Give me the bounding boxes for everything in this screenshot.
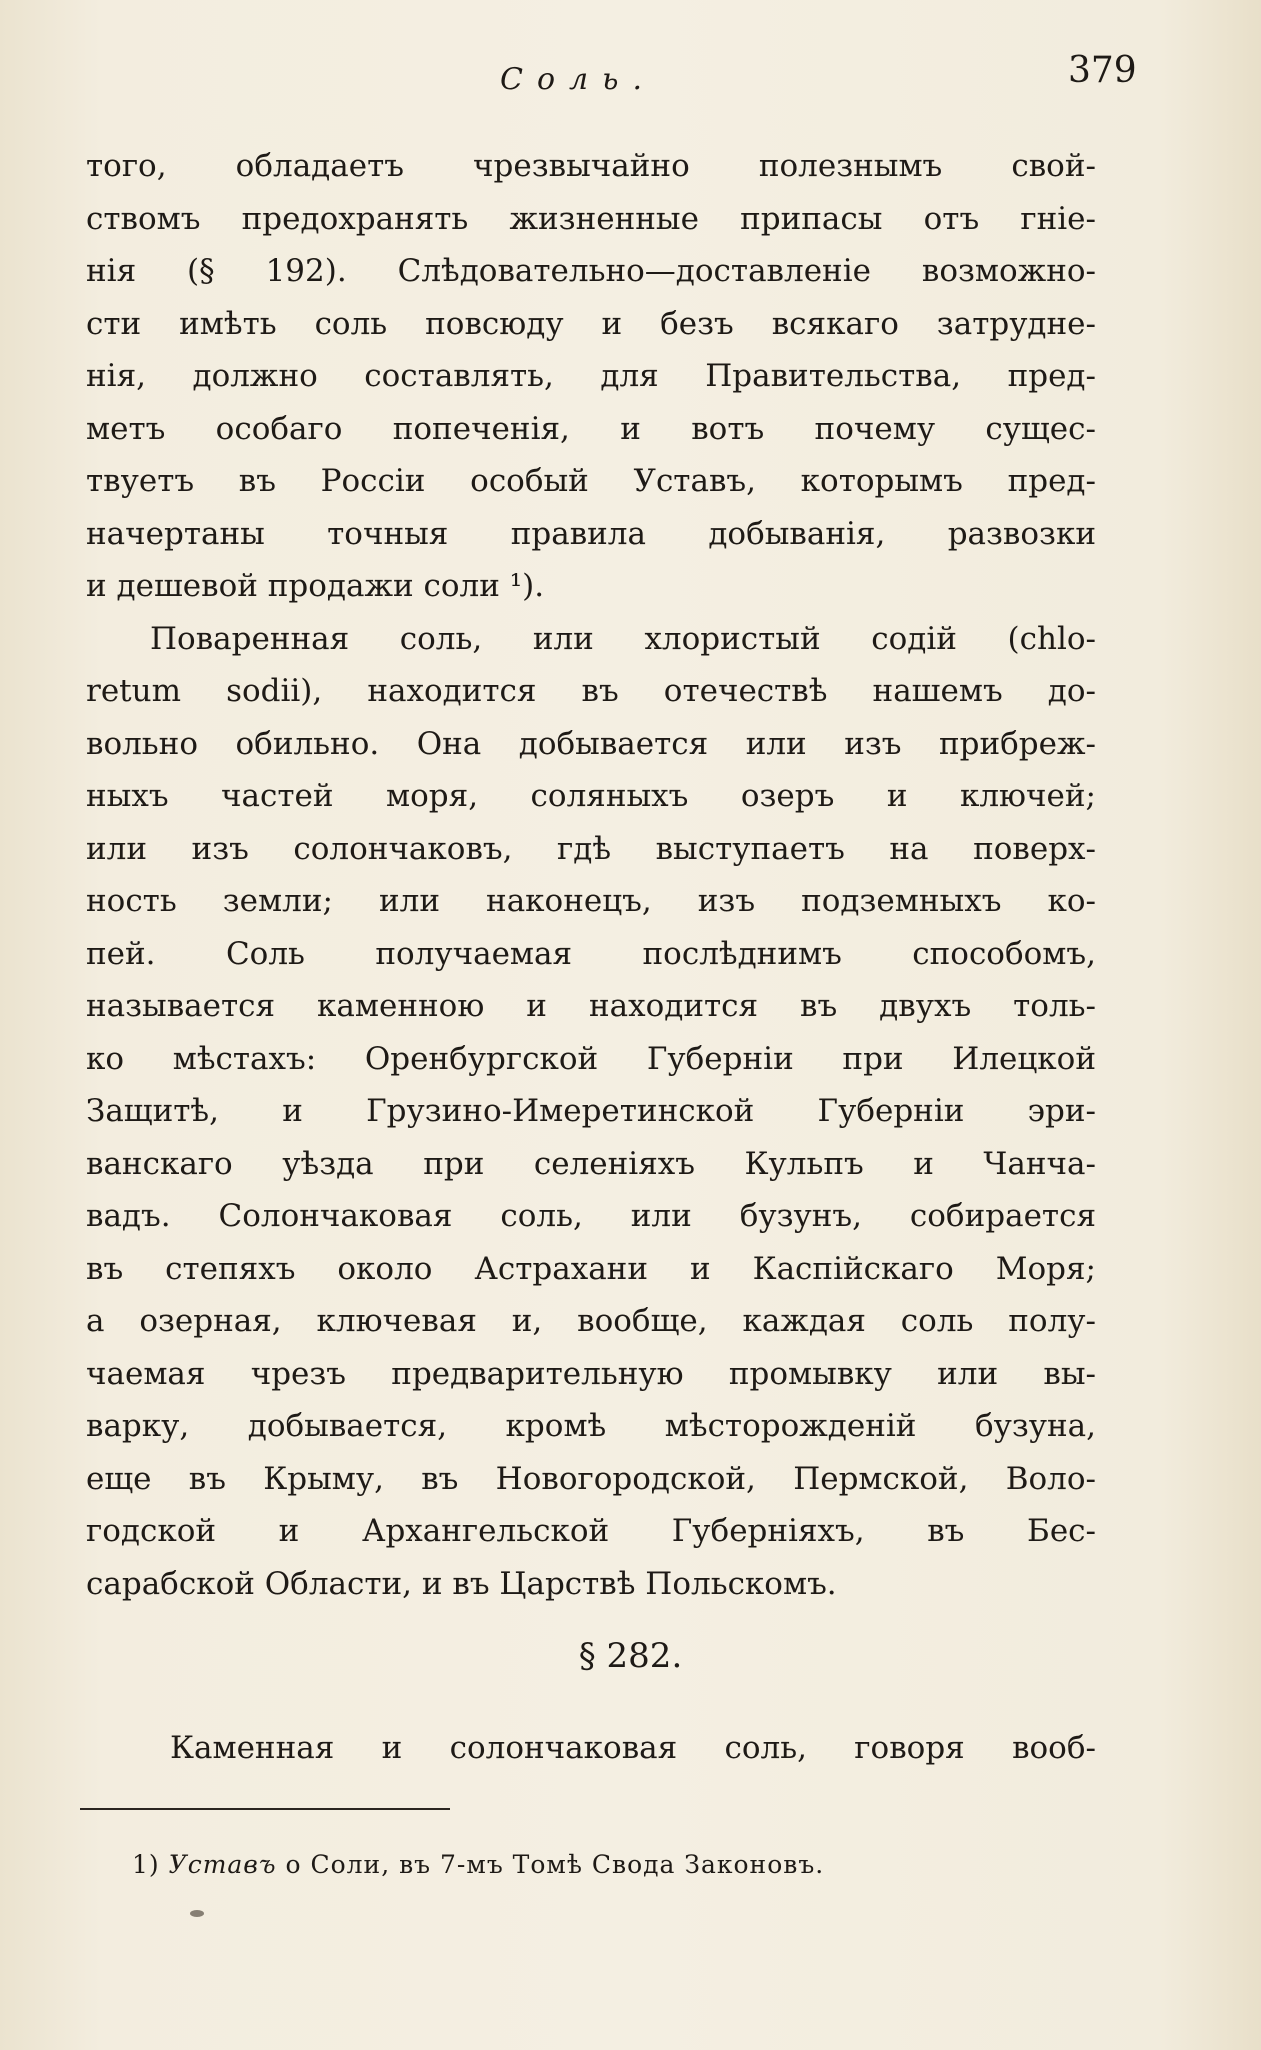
text-line: Защитѣ, и Грузино-Имеретинской Губерніи эри- <box>86 1093 1096 1129</box>
text-line: чаемая чрезъ предварительную промывку или вы- <box>86 1355 1096 1392</box>
text-line: еще въ Крыму, въ Новогородской, Пермской, Воло- <box>86 1460 1096 1497</box>
section-first-line: Каменная и солончаковая соль, говоря вооб- <box>170 1730 1096 1766</box>
ink-spot <box>190 1910 204 1917</box>
text-line: сти имѣть соль повсюду и безъ всякаго затрудне- <box>86 305 1096 342</box>
footnote-divider <box>80 1808 450 1810</box>
text-line: ко мѣстахъ: Оренбургской Губерніи при Илецкой <box>86 1040 1096 1077</box>
running-title: Соль. <box>500 62 656 97</box>
text-line: ность земли; или наконецъ, изъ подземныхъ ко- <box>86 883 1096 919</box>
body-text <box>86 140 1096 1610</box>
text-line: Поваренная соль, или хлористый содій (chlo- <box>150 620 1096 657</box>
page-number: 379 <box>1068 50 1137 91</box>
text-line: варку, добывается, кромѣ мѣсторожденій бузуна, <box>86 1408 1096 1444</box>
text-line: годской и Архангельской Губерніяхъ, въ Бес- <box>86 1513 1096 1549</box>
text-line: и дешевой продажи соли ¹). <box>86 568 545 604</box>
text-line: называется каменною и находится въ двухъ толь- <box>86 988 1096 1024</box>
text-line: ныхъ частей моря, соляныхъ озеръ и ключей; <box>86 778 1096 814</box>
text-line: или изъ солончаковъ, гдѣ выступаетъ на поверх- <box>86 830 1096 867</box>
text-line: а озерная, ключевая и, вообще, каждая соль полу- <box>86 1303 1096 1339</box>
footnote-italic: Уставъ <box>168 1850 277 1879</box>
section-heading: § 282. <box>578 1636 683 1676</box>
footnote-text: о Соли, въ 7-мъ Томѣ Свода Законовъ. <box>285 1850 825 1879</box>
text-line: retum sodii), находится въ отечествѣ нашемъ до- <box>86 673 1096 709</box>
text-line: нія (§ 192). Слѣдовательно—доставленіе возможно- <box>86 253 1096 289</box>
text-line: твуетъ въ Россіи особый Уставъ, которымъ пред- <box>86 463 1096 499</box>
text-line: вадъ. Солончаковая соль, или бузунъ, собирается <box>86 1198 1096 1234</box>
text-line: начертаны точныя правила добыванія, развозки <box>86 515 1096 552</box>
text-line: ствомъ предохранять жизненные припасы отъ гніе- <box>86 200 1096 237</box>
text-line: метъ особаго попеченія, и вотъ почему сущес- <box>86 410 1096 447</box>
text-line: въ степяхъ около Астрахани и Каспійскаго Моря; <box>86 1250 1096 1287</box>
text-line: вольно обильно. Она добывается или изъ прибреж- <box>86 725 1096 762</box>
running-head <box>0 50 1261 102</box>
text-line: ванскаго уѣзда при селеніяхъ Кульпъ и Чанча- <box>86 1145 1096 1182</box>
footnote <box>132 1850 824 1879</box>
footnote-marker: 1) <box>132 1850 160 1879</box>
text-line: того, обладаетъ чрезвычайно полезнымъ свой- <box>86 148 1096 184</box>
text-line: пей. Соль получаемая послѣднимъ способомъ, <box>86 935 1096 972</box>
text-line: сарабской Области, и въ Царствѣ Польскомъ. <box>86 1565 837 1602</box>
text-line: нія, должно составлять, для Правительства, пред- <box>86 358 1096 394</box>
